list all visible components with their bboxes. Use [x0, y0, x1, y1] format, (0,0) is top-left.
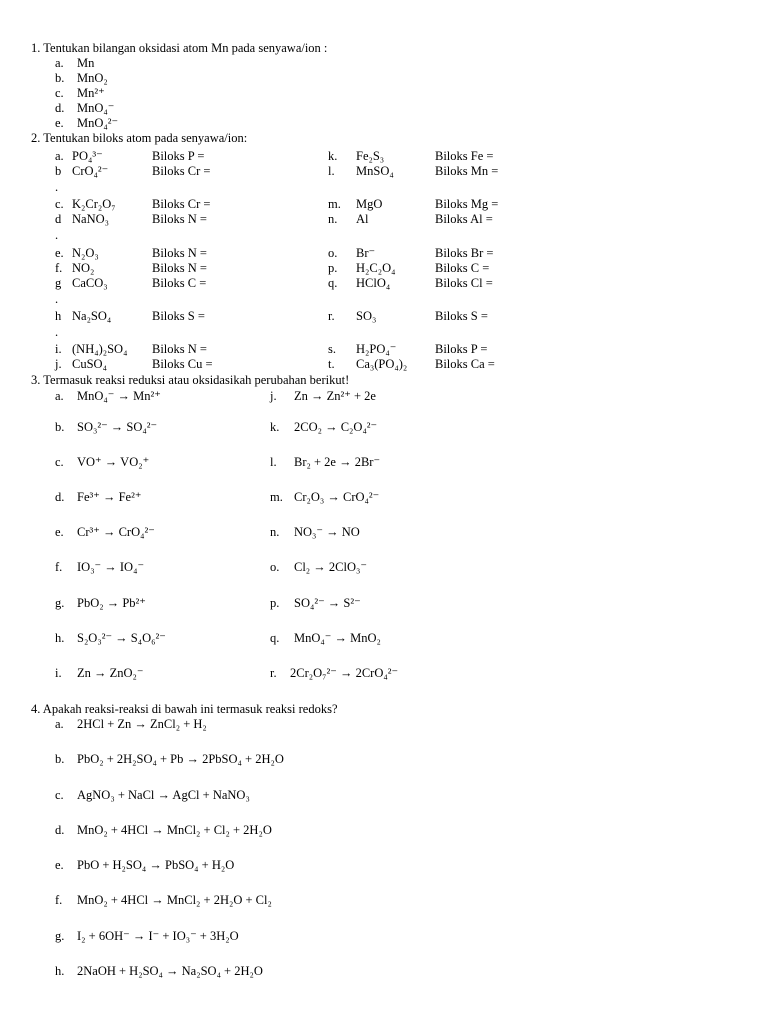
q2-item-label: c.: [55, 197, 64, 211]
q2-item-label: n.: [328, 212, 338, 226]
q3-item-reaction: Br₂ + 2e → 2Br⁻: [294, 455, 381, 469]
q4-item-label: e.: [55, 858, 64, 872]
q2-item-biloks: Biloks N =: [152, 261, 207, 275]
q2-item-label: p.: [328, 261, 338, 275]
q2-item-formula: H₂C₂O₄: [356, 261, 396, 275]
q2-item-biloks: Biloks Mn =: [435, 164, 499, 178]
q2-item-label: r.: [328, 309, 335, 323]
q4-item-label: h.: [55, 964, 65, 978]
q2-item-biloks: Biloks P =: [435, 342, 488, 356]
q1-item-label: b.: [55, 71, 65, 85]
q3-item-label: p.: [270, 596, 280, 610]
q1-item-formula: MnO₄⁻: [77, 101, 115, 115]
q3-item-label: n.: [270, 525, 280, 539]
q3-item-reaction: Cr³⁺ → CrO₄²⁻: [77, 525, 155, 539]
q2-item-formula: HClO₄: [356, 276, 391, 290]
q2-item-label: m.: [328, 197, 341, 211]
q2-item-biloks: Biloks Fe =: [435, 149, 494, 163]
q1-item-formula: MnO₄²⁻: [77, 116, 119, 130]
q4-item-label: c.: [55, 788, 64, 802]
q3-item-reaction: Zn → ZnO₂⁻: [77, 666, 144, 680]
q2-item-label: g: [55, 276, 62, 290]
q4-item-label: a.: [55, 717, 64, 731]
q2-item-biloks: Biloks N =: [152, 212, 207, 226]
q4-item-label: d.: [55, 823, 65, 837]
q3-item-label: g.: [55, 596, 65, 610]
q2-item-formula: NO₂: [72, 261, 95, 275]
q3-item-label: l.: [270, 455, 277, 469]
q3-item-label: a.: [55, 389, 64, 403]
q2-item-formula: CaCO₃: [72, 276, 108, 290]
q2-item-formula: SO₃: [356, 309, 377, 323]
q2-item-label: i.: [55, 342, 62, 356]
stray-dot: .: [55, 292, 59, 306]
q2-item-formula: Fe₂S₃: [356, 149, 385, 163]
q2-item-label: t.: [328, 357, 335, 371]
q3-item-label: d.: [55, 490, 65, 504]
q1-heading: 1. Tentukan bilangan oksidasi atom Mn pada senyawa/ion :: [31, 41, 328, 55]
q2-item-label: q.: [328, 276, 338, 290]
q4-item-reaction: PbO + H₂SO₄ → PbSO₄ + H₂O: [77, 858, 235, 872]
q2-item-formula: Ca₃(PO₄)₂: [356, 357, 408, 371]
q2-item-label: l.: [328, 164, 335, 178]
q2-item-biloks: Biloks N =: [152, 246, 207, 260]
q2-item-formula: CuSO₄: [72, 357, 107, 371]
q3-item-reaction: Fe³⁺ → Fe²⁺: [77, 490, 142, 504]
q2-item-formula: PO₄³⁻: [72, 149, 103, 163]
q3-item-reaction: SO₃²⁻ → SO₄²⁻: [77, 420, 158, 434]
q4-item-label: b.: [55, 752, 65, 766]
q2-item-label: b: [55, 164, 62, 178]
q1-item-formula: Mn²⁺: [77, 86, 105, 100]
q3-item-reaction: Cr₂O₃ → CrO₄²⁻: [294, 490, 380, 504]
q2-item-formula: N₂O₃: [72, 246, 99, 260]
q2-item-biloks: Biloks Ca =: [435, 357, 495, 371]
q3-item-reaction: Cl₂ → 2ClO₃⁻: [294, 560, 367, 574]
q2-item-formula: NaNO₃: [72, 212, 109, 226]
stray-dot: .: [55, 228, 59, 242]
q2-heading: 2. Tentukan biloks atom pada senyawa/ion:: [31, 131, 248, 145]
q4-item-reaction: 2NaOH + H₂SO₄ → Na₂SO₄ + 2H₂O: [77, 964, 263, 978]
q2-item-label: e.: [55, 246, 64, 260]
q4-item-reaction: I₂ + 6OH⁻ → I⁻ + IO₃⁻ + 3H₂O: [77, 929, 239, 943]
q2-item-label: s.: [328, 342, 336, 356]
q3-item-reaction: IO₃⁻ → IO₄⁻: [77, 560, 145, 574]
stray-dot: .: [55, 325, 59, 339]
q4-item-reaction: AgNO₃ + NaCl → AgCl + NaNO₃: [77, 788, 250, 802]
q2-item-biloks: Biloks Cr =: [152, 197, 211, 211]
q3-item-label: j.: [270, 389, 277, 403]
q1-item-formula: MnO₂: [77, 71, 108, 85]
q2-item-formula: H₂PO₄⁻: [356, 342, 397, 356]
q4-item-reaction: MnO₂ + 4HCl → MnCl₂ + 2H₂O + Cl₂: [77, 893, 272, 907]
q1-item-label: c.: [55, 86, 64, 100]
q2-item-biloks: Biloks C =: [435, 261, 490, 275]
q4-item-label: f.: [55, 893, 63, 907]
q3-item-reaction: 2CO₂ → C₂O₄²⁻: [294, 420, 378, 434]
q3-item-reaction: MnO₄⁻ → Mn²⁺: [77, 389, 161, 403]
q4-item-reaction: PbO₂ + 2H₂SO₄ + Pb → 2PbSO₄ + 2H₂O: [77, 752, 284, 766]
q3-item-label: h.: [55, 631, 65, 645]
stray-dot: .: [55, 180, 59, 194]
q3-item-label: q.: [270, 631, 280, 645]
q4-item-reaction: 2HCl + Zn → ZnCl₂ + H₂: [77, 717, 207, 731]
q1-item-label: e.: [55, 116, 64, 130]
q3-item-label: c.: [55, 455, 64, 469]
q2-item-formula: Br⁻: [356, 246, 376, 260]
q2-item-biloks: Biloks Mg =: [435, 197, 499, 211]
q1-item-formula: Mn: [77, 56, 95, 70]
q3-item-label: k.: [270, 420, 280, 434]
q2-item-formula: Na₂SO₄: [72, 309, 112, 323]
q2-item-formula: MgO: [356, 197, 383, 211]
q3-item-label: e.: [55, 525, 64, 539]
q3-item-label: m.: [270, 490, 283, 504]
q3-item-label: f.: [55, 560, 63, 574]
q2-item-biloks: Biloks Cl =: [435, 276, 493, 290]
q4-item-label: g.: [55, 929, 65, 943]
q2-item-biloks: Biloks Cu =: [152, 357, 213, 371]
q3-item-reaction: 2Cr₂O₇²⁻ → 2CrO₄²⁻: [290, 666, 399, 680]
q3-item-label: o.: [270, 560, 280, 574]
q2-item-biloks: Biloks C =: [152, 276, 207, 290]
q2-item-formula: MnSO₄: [356, 164, 394, 178]
q3-heading: 3. Termasuk reaksi reduksi atau oksidasikah perubahan berikut!: [31, 373, 350, 387]
q2-item-formula: CrO₄²⁻: [72, 164, 109, 178]
q4-item-reaction: MnO₂ + 4HCl → MnCl₂ + Cl₂ + 2H₂O: [77, 823, 272, 837]
q2-item-formula: (NH₄)₂SO₄: [72, 342, 128, 356]
q3-item-reaction: PbO₂ → Pb²⁺: [77, 596, 146, 610]
q2-item-biloks: Biloks S =: [152, 309, 205, 323]
q2-item-label: f.: [55, 261, 63, 275]
q3-item-reaction: NO₃⁻ → NO: [294, 525, 360, 539]
q2-item-biloks: Biloks N =: [152, 342, 207, 356]
q2-item-biloks: Biloks Al =: [435, 212, 493, 226]
q2-item-biloks: Biloks Cr =: [152, 164, 211, 178]
q1-item-label: a.: [55, 56, 64, 70]
q2-item-label: h: [55, 309, 62, 323]
q2-item-label: o.: [328, 246, 338, 260]
q4-heading: 4. Apakah reaksi-reaksi di bawah ini termasuk reaksi redoks?: [31, 702, 338, 716]
q2-item-formula: Al: [356, 212, 369, 226]
q2-item-label: k.: [328, 149, 338, 163]
q3-item-label: i.: [55, 666, 62, 680]
q2-item-label: a.: [55, 149, 64, 163]
q1-item-label: d.: [55, 101, 65, 115]
q3-item-reaction: Zn → Zn²⁺ + 2e: [294, 389, 376, 403]
q3-item-label: r.: [270, 666, 277, 680]
q3-item-reaction: MnO₄⁻ → MnO₂: [294, 631, 381, 645]
q3-item-reaction: VO⁺ → VO₂⁺: [77, 455, 150, 469]
q2-item-biloks: Biloks P =: [152, 149, 205, 163]
q2-item-biloks: Biloks Br =: [435, 246, 494, 260]
q2-item-biloks: Biloks S =: [435, 309, 488, 323]
q3-item-reaction: SO₄²⁻ → S²⁻: [294, 596, 361, 610]
q3-item-reaction: S₂O₃²⁻ → S₄O₆²⁻: [77, 631, 166, 645]
q2-item-label: j.: [55, 357, 62, 371]
q2-item-label: d: [55, 212, 62, 226]
q2-item-formula: K₂Cr₂O₇: [72, 197, 116, 211]
q3-item-label: b.: [55, 420, 65, 434]
